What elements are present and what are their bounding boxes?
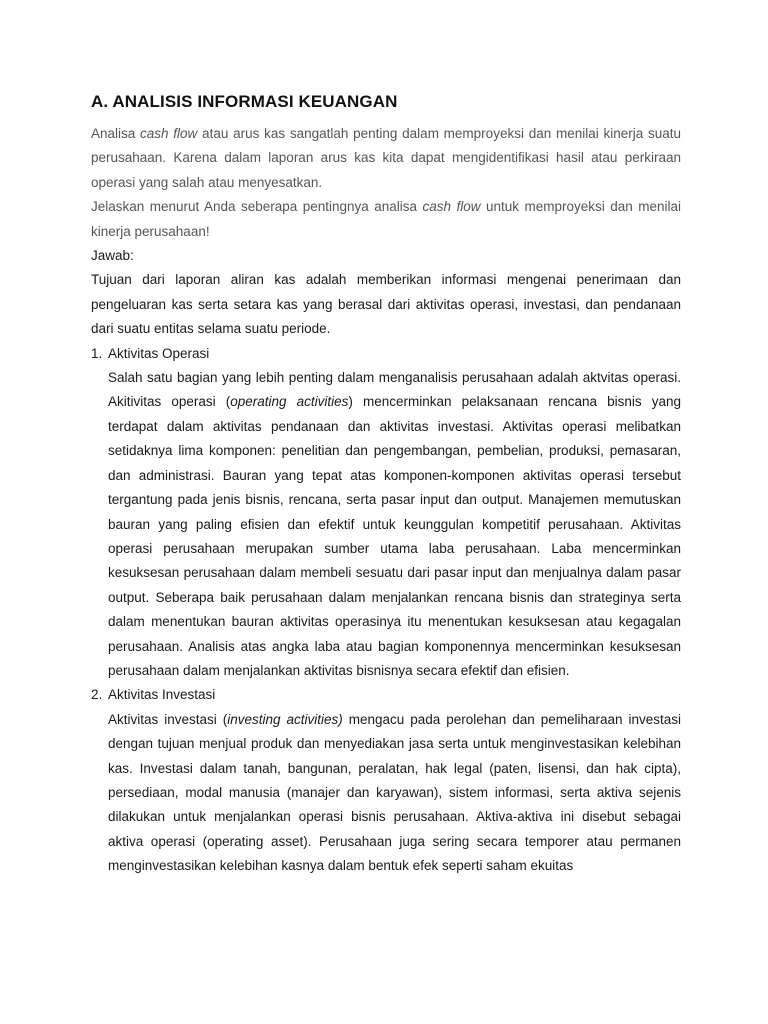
list-item-title-row bbox=[91, 342, 681, 366]
list-item-title: Aktivitas Investasi bbox=[108, 687, 216, 703]
body-text: Aktivitas investasi ( bbox=[108, 711, 228, 727]
list-item bbox=[91, 683, 681, 878]
emphasis-term: cash flow bbox=[140, 126, 198, 141]
question-text: Analisa bbox=[91, 126, 141, 141]
body-text: ) mencerminkan pelaksanaan rencana bisnis yang terdapat dalam aktivitas pendanaan dan aktivitas investasi. Aktivitas operasi melibatkan setidaknya lima komponen: penelitian dan pengembangan, pembelian, produksi, pemasaran, dan administrasi. Bauran yang tepat atas komponen-komponen aktivitas operasi tersebut tergantung pada jenis bisnis, rencana, serta pasar input dan output. Manajemen memutuskan bauran yang paling efisien dan efektif untuk keunggulan kompetitif perusahaan. Aktivitas operasi perusahaan merupakan sumber utama laba perusahaan. Laba mencerminkan kesuksesan perusahaan dalam membeli sesuatu dari pasar input dan menjualnya dalam pasar output. Seberapa baik perusahaan dalam menjalankan rencana bisnis dan strateginya serta dalam menentukan bauran aktivitas operasinya itu menentukan kesuksesan atau kegagalan perusahaan. Analisis atas angka laba atau bagian komponennya mencerminkan kesuksesan perusahaan dalam menjalankan aktivitas bisnisnya secara efektif dan efisien. bbox=[108, 394, 681, 678]
section-heading: A. ANALISIS INFORMASI KEUANGAN bbox=[91, 92, 398, 111]
list-item-body bbox=[91, 708, 681, 879]
question-paragraph-2 bbox=[91, 195, 681, 244]
body-text: mengacu pada perolehan dan pemeliharaan investasi dengan tujuan menjual produk dan menyediakan jasa serta untuk menginvestasikan kelebihan kas. Investasi dalam tanah, bangunan, peralatan, hak legal (paten, lisensi, dan hak cipta), persediaan, modal manusia (manajer dan karyawan), sistem informasi, serta aktiva sejenis dilakukan untuk menjalankan operasi bisnis perusahaan. Aktiva-aktiva ini disebut sebagai aktiva operasi (operating asset). Perusahaan juga sering secara temporer atau permanen menginvestasikan kelebihan kasnya dalam bentuk efek seperti saham ekuitas bbox=[108, 711, 681, 874]
list-item-title-row bbox=[91, 683, 681, 707]
question-text: atau arus kas sangatlah penting dalam memproyeksi dan menilai kinerja suatu perusahaan. Karena dalam laporan arus kas kita dapat mengidentifikasi hasil atau perkiraan operasi yang salah atau menyesatkan. bbox=[91, 126, 682, 190]
list-item bbox=[91, 342, 681, 684]
list-item-paragraph bbox=[108, 708, 681, 879]
emphasis-term: operating activities bbox=[230, 394, 349, 410]
list-item-body bbox=[91, 366, 681, 683]
list-item-number: 1. bbox=[91, 345, 103, 361]
list-item-paragraph bbox=[108, 366, 681, 683]
question-text: untuk memproyeksi dan menilai kinerja perusahaan! bbox=[91, 199, 681, 239]
emphasis-term: investing activities) bbox=[227, 711, 343, 727]
list-item-number: 2. bbox=[91, 687, 103, 703]
body-text: Salah satu bagian yang lebih penting dalam menganalisis perusahaan adalah aktvitas operasi. Akitivitas operasi ( bbox=[108, 370, 681, 410]
answer-intro-paragraph: Tujuan dari laporan aliran kas adalah memberikan informasi mengenai penerimaan dan pengeluaran kas serta setara kas yang berasal dari aktivitas operasi, investasi, dan pendanaan dari suatu entitas selama suatu periode. bbox=[91, 272, 681, 337]
emphasis-term: cash flow bbox=[422, 199, 481, 215]
question-paragraph-1 bbox=[91, 122, 681, 195]
list-item-title: Aktivitas Operasi bbox=[108, 345, 210, 361]
answer-label: Jawab: bbox=[91, 248, 134, 264]
question-text: Jelaskan menurut Anda seberapa pentingnya analisa bbox=[91, 199, 423, 215]
